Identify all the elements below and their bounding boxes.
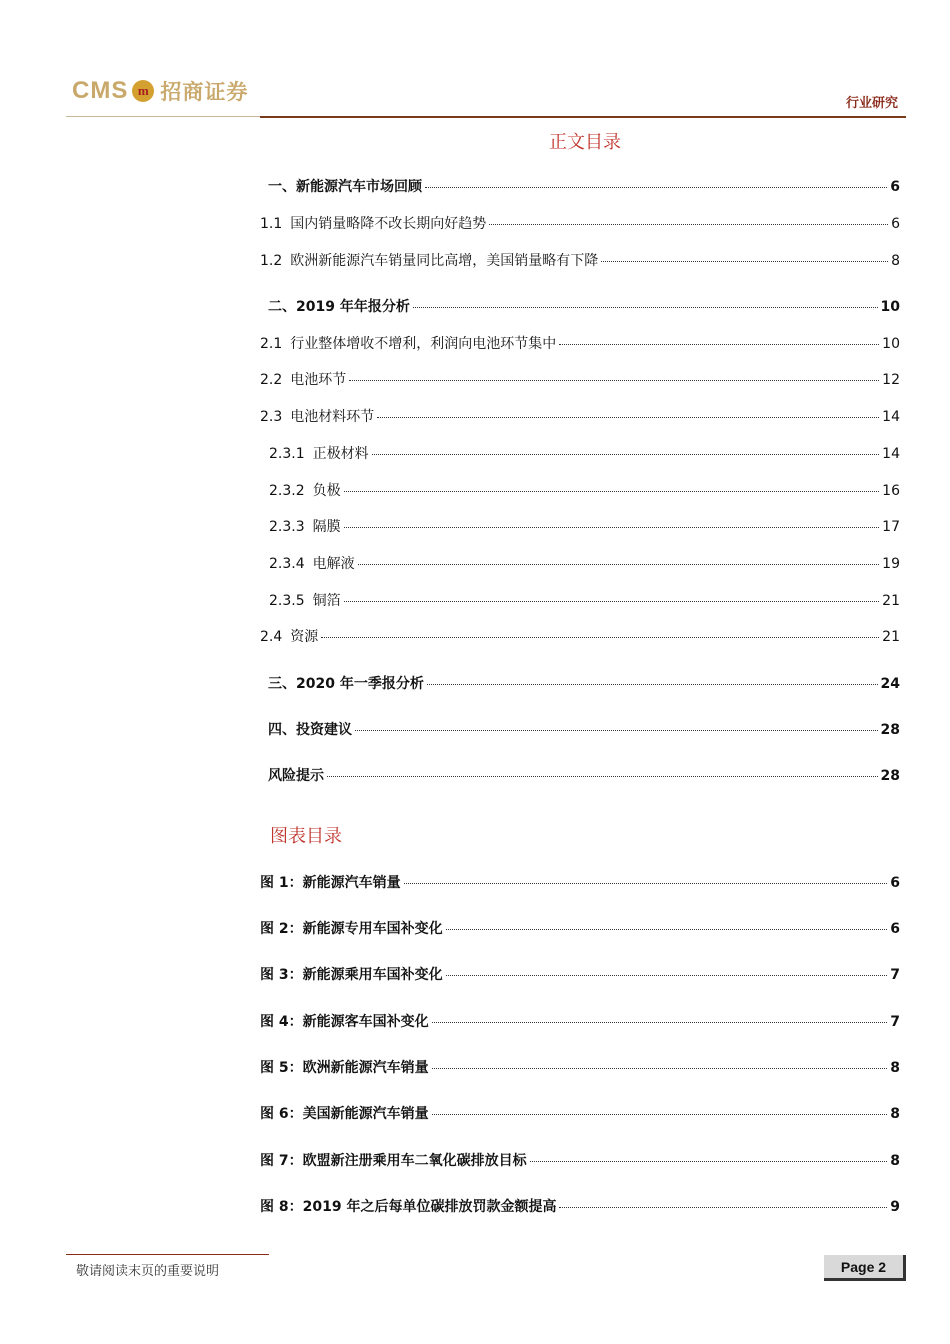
figure-entry-text: 图 5：欧洲新能源汽车销量	[260, 1060, 429, 1076]
toc-entry-text: 一、新能源汽车市场回顾	[268, 179, 422, 195]
toc-entry-text: 四、投资建议	[268, 722, 352, 738]
toc-entry-text: 国内销量略降不改长期向好趋势	[290, 216, 487, 232]
toc-entry-page: 14	[882, 446, 900, 462]
toc-entry[interactable]	[260, 765, 900, 785]
figure-entry[interactable]	[260, 1103, 900, 1123]
toc-entry[interactable]: 2.3.4 电解液 19	[269, 553, 900, 573]
figure-entry-text: 图 8：2019 年之后每单位碳排放罚款金额提高	[260, 1199, 557, 1215]
leader-dots	[559, 344, 879, 345]
toc-entry-text: 二、2019 年年报分析	[268, 299, 410, 315]
leader-dots	[377, 417, 879, 418]
toc-entry-text: 隔膜	[312, 519, 341, 535]
leader-dots	[372, 454, 880, 455]
leader-dots	[425, 187, 887, 188]
figure-entry[interactable]	[260, 1011, 900, 1031]
leader-dots	[355, 730, 878, 731]
leader-dots	[559, 1207, 887, 1208]
cms-logo	[72, 76, 248, 106]
toc-entry-page: 21	[882, 629, 900, 645]
figure-entry[interactable]	[260, 918, 900, 938]
toc-entry-text: 资源	[290, 629, 319, 645]
leader-dots	[432, 1068, 888, 1069]
footer-note: 敬请阅读末页的重要说明	[76, 1264, 220, 1279]
figure-entry-page: 9	[890, 1199, 900, 1215]
figure-entry-page: 8	[890, 1106, 900, 1122]
leader-dots	[489, 224, 888, 225]
toc-entry-text: 电池材料环节	[290, 409, 375, 425]
figure-entry-text: 图 4：新能源客车国补变化	[260, 1014, 429, 1030]
figure-entry[interactable]	[260, 1196, 900, 1216]
page-header	[0, 0, 950, 125]
toc-entry[interactable]: 2.3.1 正极材料 14	[269, 443, 900, 463]
toc-title: 正文目录	[549, 132, 621, 153]
leader-dots	[344, 601, 880, 602]
figure-entry-text: 图 6：美国新能源汽车销量	[260, 1106, 429, 1122]
toc-entry[interactable]	[260, 296, 900, 316]
toc-entry[interactable]: 2.4 资源 21	[260, 626, 900, 646]
figure-entry-text: 图 1：新能源汽车销量	[260, 875, 401, 891]
page-number-badge: Page 2	[824, 1255, 906, 1281]
leader-dots	[446, 975, 888, 976]
logo-mark-icon: m	[132, 80, 154, 102]
toc-entry-page: 19	[882, 556, 900, 572]
toc-entry-page: 14	[882, 409, 900, 425]
section-label: 行业研究	[845, 96, 898, 111]
toc-entry-page: 6	[890, 179, 900, 195]
toc-entry-page: 8	[891, 253, 900, 269]
figure-entry-page: 6	[890, 875, 900, 891]
toc-entry[interactable]	[260, 673, 900, 693]
toc-entry-page: 17	[882, 519, 900, 535]
toc-entry[interactable]	[260, 176, 900, 196]
toc-entry[interactable]	[260, 719, 900, 739]
figure-entry-page: 8	[890, 1153, 900, 1169]
leader-dots	[327, 776, 878, 777]
leader-dots	[432, 1022, 888, 1023]
toc-entry-text: 正极材料	[312, 446, 369, 462]
leader-dots	[446, 929, 888, 930]
figure-entry-text: 图 2：新能源专用车国补变化	[260, 921, 443, 937]
toc-entry-page: 16	[882, 483, 900, 499]
toc-entry-text: 风险提示	[268, 768, 324, 784]
logo-chinese: 招商证券	[160, 80, 249, 104]
header-divider-accent	[260, 116, 906, 118]
toc-entry-page: 21	[882, 593, 900, 609]
toc-entry[interactable]: 2.2 电池环节 12	[260, 369, 900, 389]
toc-entry-page: 12	[882, 372, 900, 388]
toc-entry[interactable]: 2.3.5 铜箔 21	[269, 590, 900, 610]
figure-entry[interactable]	[260, 1057, 900, 1077]
figure-entry-page: 6	[890, 921, 900, 937]
figure-entry-text: 图 3：新能源乘用车国补变化	[260, 967, 443, 983]
toc-entry-page: 28	[880, 768, 900, 784]
toc-entry-page: 10	[880, 299, 900, 315]
toc-entry[interactable]: 1.1 国内销量略降不改长期向好趋势 6	[260, 213, 900, 233]
toc-entry[interactable]: 2.3.2 负极 16	[269, 480, 900, 500]
leader-dots	[432, 1114, 888, 1115]
toc-entry[interactable]: 2.3.3 隔膜 17	[269, 516, 900, 536]
toc-entry[interactable]: 2.1 行业整体增收不增利，利润向电池环节集中 10	[260, 333, 900, 353]
logo-latin: CMS	[72, 77, 129, 104]
figure-entry-page: 7	[890, 967, 900, 983]
footer-divider	[66, 1254, 269, 1255]
figure-entry[interactable]	[260, 964, 900, 984]
leader-dots	[349, 380, 879, 381]
toc-entry[interactable]: 1.2 欧洲新能源汽车销量同比高增，美国销量略有下降 8	[260, 250, 900, 270]
toc-entry-text: 电池环节	[290, 372, 347, 388]
figure-entry[interactable]	[260, 1150, 900, 1170]
leader-dots	[344, 527, 880, 528]
figure-entry-text: 图 7：欧盟新注册乘用车二氧化碳排放目标	[260, 1153, 527, 1169]
leader-dots	[530, 1161, 888, 1162]
toc-entry-text: 铜箔	[312, 593, 341, 609]
leader-dots	[427, 684, 878, 685]
leader-dots	[358, 564, 880, 565]
leader-dots	[344, 491, 880, 492]
leader-dots	[601, 261, 888, 262]
toc-entry-page: 10	[882, 336, 900, 352]
figure-entry[interactable]	[260, 872, 900, 892]
toc-entry-text: 电解液	[312, 556, 355, 572]
toc-entry-text: 欧洲新能源汽车销量同比高增，美国销量略有下降	[290, 253, 599, 269]
leader-dots	[404, 883, 888, 884]
toc-entry-text: 行业整体增收不增利，利润向电池环节集中	[290, 336, 557, 352]
leader-dots	[413, 307, 878, 308]
toc-entry-page: 28	[880, 722, 900, 738]
toc-entry-text: 三、2020 年一季报分析	[268, 676, 424, 692]
toc-entry[interactable]: 2.3 电池材料环节 14	[260, 406, 900, 426]
figure-entry-page: 7	[890, 1014, 900, 1030]
leader-dots	[321, 637, 879, 638]
toc-entry-text: 负极	[312, 483, 341, 499]
figures-title: 图表目录	[270, 826, 342, 847]
figure-entry-page: 8	[890, 1060, 900, 1076]
toc-entry-page: 24	[880, 676, 900, 692]
toc-entry-page: 6	[891, 216, 900, 232]
